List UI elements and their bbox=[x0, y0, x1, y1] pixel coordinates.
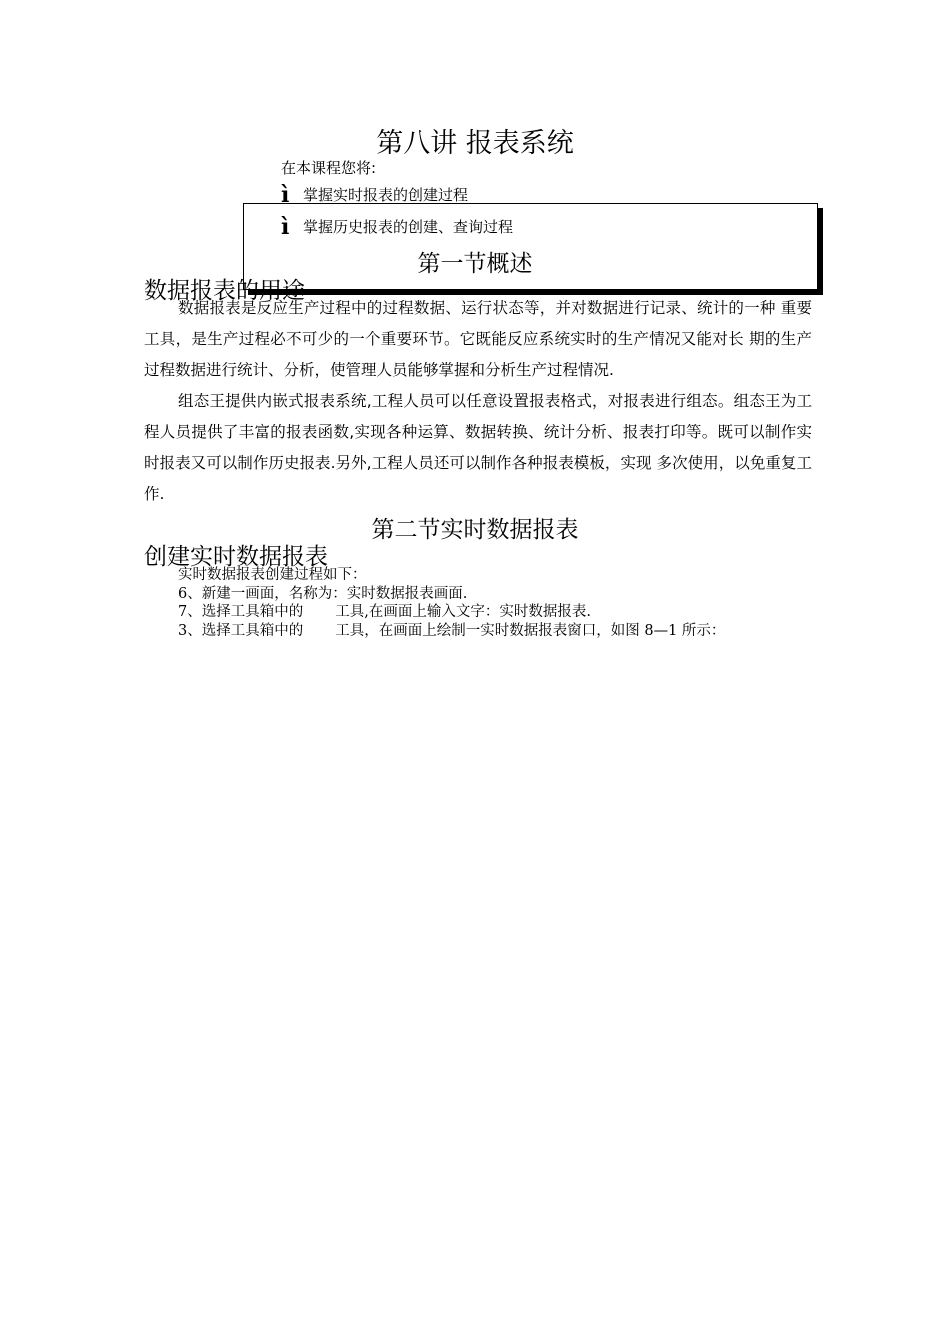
step-text-cont: 工具,在画面上输入文字：实时数据报表. bbox=[335, 604, 591, 620]
step-text: 7、选择工具箱中的 bbox=[178, 604, 304, 620]
course-intro: 在本课程您将: bbox=[281, 159, 377, 177]
paragraph: 组态王提供内嵌式报表系统,工程人员可以任意设置报表格式，对报表进行组态。组态王为工程人员提供了丰富的报表函数,实现各种运算、数据转换、统计分析、报表打印等。既可以制作实时报表又可以制作历史报表.另外,工程人员还可以制作各种报表模板，实现 多次使用，以免重复工作. bbox=[144, 392, 812, 503]
step-item bbox=[178, 600, 591, 621]
step-text-cont: 工具，在画面上绘制一实时数据报表窗口，如图 8—1 所示： bbox=[335, 623, 726, 639]
bullet-icon: ì bbox=[281, 182, 290, 208]
subheading-usage: 数据报表的用途 bbox=[144, 278, 305, 304]
goal-text: 掌握实时报表的创建过程 bbox=[303, 186, 469, 204]
step-item bbox=[178, 619, 725, 640]
steps-intro: 实时数据报表创建过程如下： bbox=[178, 567, 367, 583]
paragraph: 数据报表是反应生产过程中的过程数据、运行状态等，并对数据进行记录、统计的一种 重要工具，是生产过程必不可少的一个重要环节。它既能反应系统实时的生产情况又能对长 期的生产过程数据进行统计、分析，使管理人员能够掌握和分析生产过程情况. bbox=[144, 299, 812, 379]
lecture-title: 第八讲 报表系统 bbox=[376, 128, 574, 159]
section-title-2: 第二节实时数据报表 bbox=[371, 517, 579, 543]
step-text: 6、新建一画面，名称为：实时数据报表画面. bbox=[178, 586, 468, 602]
step-text: 3、选择工具箱中的 bbox=[178, 623, 304, 639]
subheading-create: 创建实时数据报表 bbox=[144, 544, 328, 570]
section-title-1: 第一节概述 bbox=[417, 251, 533, 277]
bullet-icon: ì bbox=[281, 214, 290, 240]
goal-item bbox=[281, 182, 469, 208]
goal-text: 掌握历史报表的创建、查询过程 bbox=[303, 218, 514, 236]
goal-item bbox=[281, 214, 514, 240]
